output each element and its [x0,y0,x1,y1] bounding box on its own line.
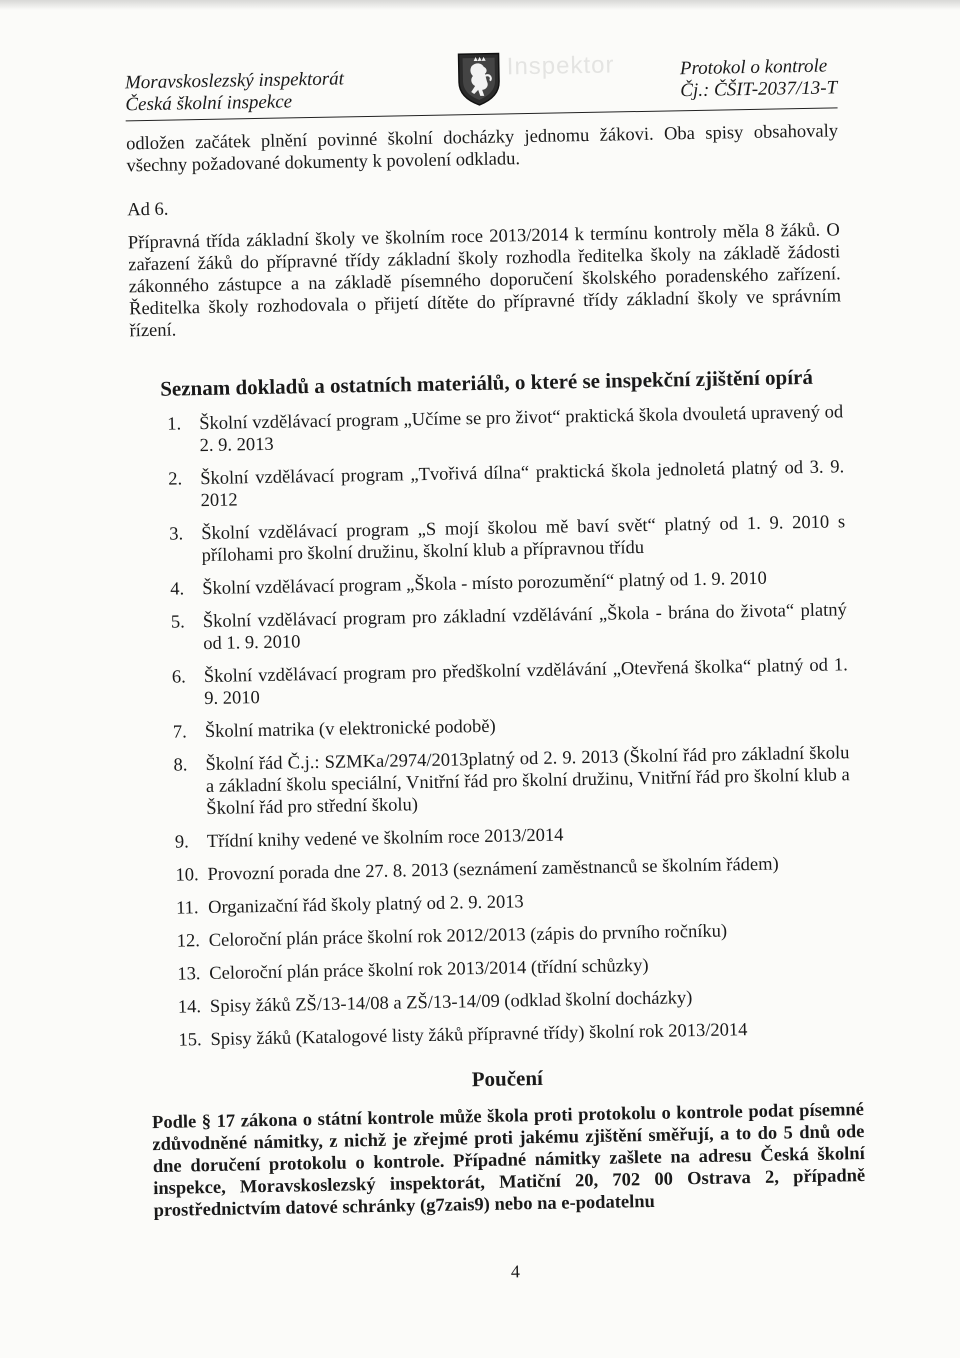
document-reference: Čj.: ČŠIT-2037/13-T [680,77,838,102]
header-document-info [680,55,838,102]
org-name: Moravskoslezský inspektorát [124,68,345,94]
list-item: 3. Školní vzdělávací program „S mojí školou mě baví svět“ platný od 1. 9. 2010 s přílohami pro školní družinu, školní klub a přípravnou třídu [169,512,846,567]
pouceni-paragraph: Podle § 17 zákona o státní kontrole může škola proti protokolu o kontrole podat písemné zdůvodněné námitky, z nichž je zřejmé proti jakému zjištění směřují, a to do 5 dnů ode dne doručení protokolu o kontrole. Případné námitky zašlete na adresu Česká školní inspekce, Moravskoslezský inspektorát, Matiční 20, 702 00 Ostrava 2, případně prostřednictvím datové schránky (g7zais9) nebo na e-podatelnu [151,1100,866,1222]
list-item: 15. Spisy žáků (Katalogové listy žáků přípravné třídy) školní rok 2013/2014 [178,1020,748,1051]
org-subname: Česká školní inspekce [125,91,293,116]
list-item: 4. Školní vzdělávací program „Škola - místo porozumění“ platný od 1. 9. 2010 [170,568,768,600]
documents-list [131,401,855,1063]
list-item: 5. Školní vzdělávací program pro základní vzdělávání „Škola - brána do života“ platný od 1. 9. 2010 [170,600,847,655]
header-organization [125,68,345,116]
list-item: 8. Školní řád Č.j.: SZMKa/2974/2013platný od 2. 9. 2013 (Školní řád pro základní školu a základní školu speciální, Vnitřní řád pro školní družinu, Vnitřní řád pro školní klub a Školní řád pro střední školu) [173,743,850,820]
list-item: 11. Organizační řád školy platný od 2. 9. 2013 [175,892,524,919]
ad-paragraph: Přípravná třída základní školy ve školním roce 2013/2014 k termínu kontroly měla 8 žáků. O zařazení žáků do přípravné třídy základní školy rozhodla ředitelka školy na základě žádosti zákonného zástupce a na základě písemného doporučení školského poradenského zařízení. Ředitelka školy rozhodovala o přijetí dítěte do přípravné třídy základní školy ve správním řízení. [127,220,842,342]
pouceni-heading: Poučení [471,1065,544,1092]
list-item: 7. Školní matrika (v elektronické podobě) [172,716,496,743]
document-title: Protokol o kontrole [679,55,828,80]
list-item: 6. Školní vzdělávací program pro předškolní vzdělávání „Otevřená školka“ platný od 1. 9. 2010 [171,655,848,710]
list-item: 14. Spisy žáků ZŠ/13-14/08 a ZŠ/13-14/09 (odklad školní docházky) [177,988,693,1018]
list-item: 13. Celoroční plán práce školní rok 2013/2014 (třídní schůzky) [177,955,649,985]
watermark-text: Inspektor [506,51,615,81]
coat-of-arms-icon [456,52,501,107]
page-number: 4 [510,1261,521,1282]
list-item: 10. Provozní porada dne 27. 8. 2013 (seznámení zaměstnanců se školním řádem) [175,854,779,886]
list-item: 2. Školní vzdělávací program „Tvořivá dílna“ praktická škola jednoletá platný od 3. 9. 2012 [168,457,845,512]
intro-paragraph: odložen začátek plnění povinné školní docházky jednomu žákovi. Oba spisy obsahovaly všechny požadované dokumenty k povolení odkladu. [125,121,839,177]
ad-label: Ad 6. [127,199,169,221]
documents-heading: Seznam dokladů a ostatních materiálů, o které se inspekční zjištění opírá [159,364,814,401]
list-item: 12. Celoroční plán práce školní rok 2012/2013 (zápis do prvního ročníku) [176,921,728,952]
list-item: 1. Školní vzdělávací program „Učíme se pro život“ praktická škola dvouletá upravený od 2. 9. 2013 [167,402,844,457]
list-item: 9. Třídní knihy vedené ve školním roce 2013/2014 [174,825,564,853]
